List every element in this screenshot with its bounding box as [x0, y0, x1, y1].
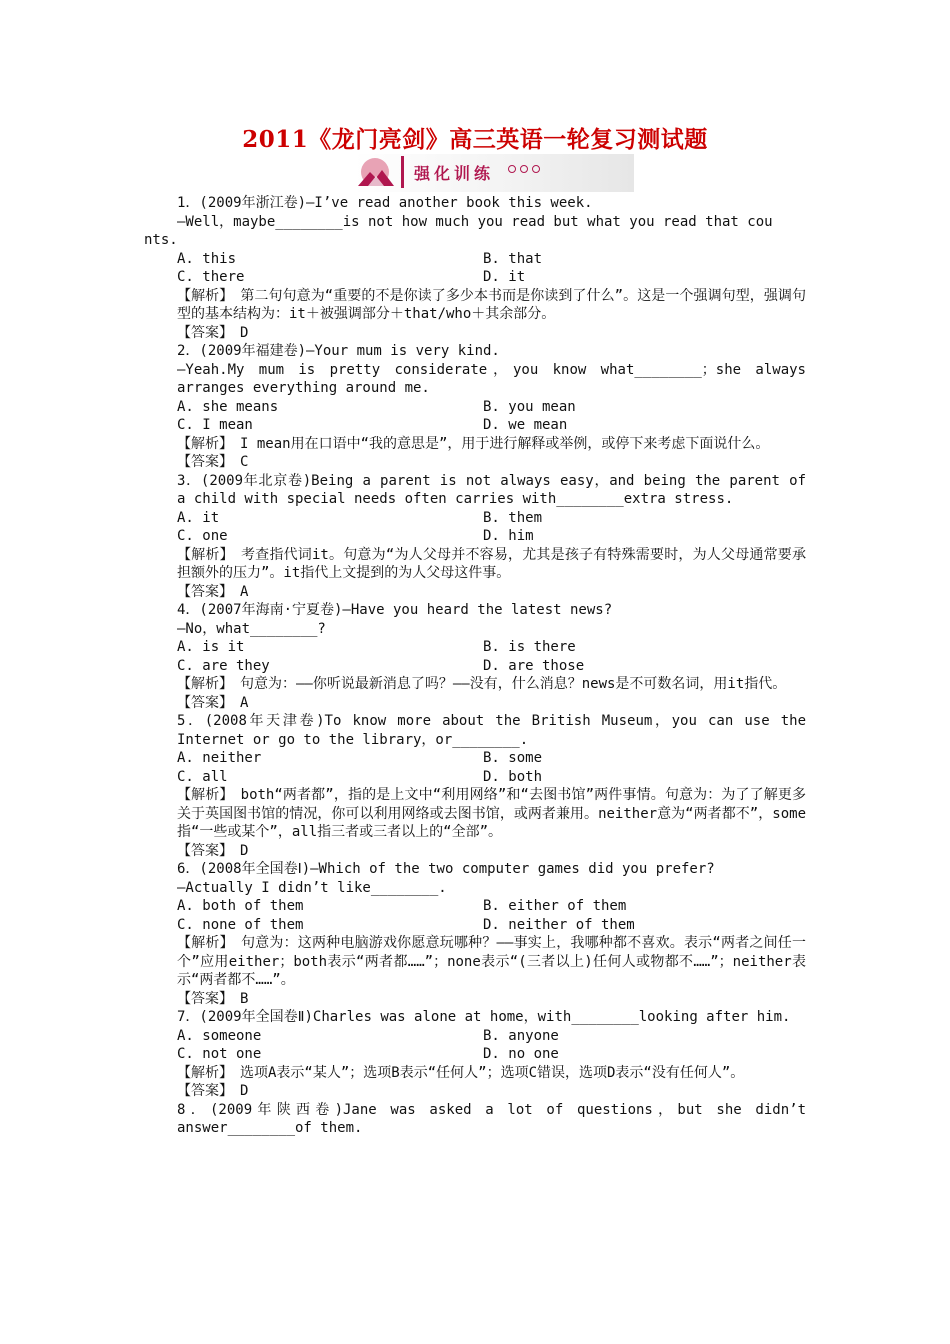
option-a: A. both of them — [177, 898, 304, 914]
option-row — [144, 268, 806, 287]
banner-dots — [508, 165, 540, 173]
option-a: A. this — [177, 250, 237, 267]
option-row — [144, 749, 806, 768]
option-row — [144, 897, 806, 916]
option-d: D. him — [483, 528, 534, 544]
banner-label: 强化训练 — [414, 164, 495, 183]
question-stem: 3．(2009年北京卷)Being a parent is not always easy，and being the parent of a child with special needs often carries with________extra stress. — [177, 472, 806, 507]
dot-icon — [520, 165, 528, 173]
analysis-text: 【解析】 考查指代词it。句意为“为人父母并不容易，尤其是孩子有特殊需要时，为人父母通常要承担额外的压力”。it指代上文提到的为人父母这件事。 — [177, 546, 806, 581]
option-b: B. them — [483, 509, 543, 526]
question-stem: —Yeah.My mum is pretty considerate，you know what________；she always arranges everything around me. — [177, 361, 806, 396]
option-row — [144, 250, 806, 269]
section-banner — [354, 154, 634, 192]
option-row — [144, 657, 806, 676]
question-item — [144, 194, 806, 342]
question-item — [144, 342, 806, 472]
option-row — [144, 509, 806, 528]
analysis-text: 【解析】 I mean用在口语中“我的意思是”，用于进行解释或举例，或停下来考虑下面说什么。 — [177, 435, 770, 452]
question-stem: 5．(2008年天津卷)To know more about the British Museum，you can use the Internet or go to the library，or________. — [177, 713, 806, 748]
question-list — [144, 194, 806, 1138]
question-item — [144, 472, 806, 602]
option-b: B. that — [483, 250, 543, 267]
option-c: C. there — [177, 269, 245, 285]
question-stem: 1．(2009年浙江卷)—I’ve read another book this week. — [177, 195, 593, 211]
mountain-logo-icon — [354, 156, 396, 190]
answer-text: 【答案】 A — [177, 694, 249, 711]
option-a: A. she means — [177, 398, 279, 415]
option-b: B. some — [483, 750, 543, 766]
option-a: A. neither — [177, 750, 262, 766]
answer-text: 【答案】 C — [177, 454, 249, 470]
banner-divider — [401, 156, 404, 188]
option-c: C. are they — [177, 657, 270, 674]
option-c: C. none of them — [177, 916, 304, 933]
option-d: D. it — [483, 269, 526, 285]
page-title: 2011《龙门亮剑》高三英语一轮复习测试题 — [242, 126, 708, 153]
option-a: A. someone — [177, 1027, 262, 1044]
question-stem: —Well，maybe________is not how much you read but what you read that cou — [177, 213, 773, 230]
option-row — [144, 416, 806, 435]
answer-text: 【答案】 D — [177, 324, 249, 341]
option-row — [144, 916, 806, 935]
dot-icon — [532, 165, 540, 173]
analysis-text: 【解析】 both“两者都”，指的是上文中“利用网络”和“去图书馆”两件事情。句意为：为了了解更多关于英国图书馆的情况，你可以利用网络或去图书馆，或两者兼用。neither意为“两者都不”，some指“一些或某个”，all指三者或三者以上的“全部”。 — [177, 787, 806, 840]
option-b: B. is there — [483, 639, 576, 655]
option-c: C. I mean — [177, 417, 253, 433]
answer-text: 【答案】 D — [177, 842, 249, 859]
answer-text: 【答案】 A — [177, 583, 249, 600]
analysis-text: 【解析】 选项A表示“某人”；选项B表示“任何人”；选项C错误，选项D表示“没有任何人”。 — [177, 1064, 745, 1081]
question-stem: 7．(2009年全国卷Ⅱ)Charles was alone at home，with________looking after him. — [177, 1009, 791, 1025]
question-stem: —No，what________? — [177, 620, 326, 637]
question-item — [144, 1101, 806, 1138]
dot-icon — [508, 165, 516, 173]
question-stem: 8．(2009年陕西卷)Jane was asked a lot of questions，but she didn’t answer________of them. — [177, 1101, 806, 1136]
option-d: D. neither of them — [483, 916, 635, 933]
analysis-text: 【解析】 第二句句意为“重要的不是你读了多少本书而是你读到了什么”。这是一个强调句型，强调句型的基本结构为：it＋被强调部分＋that/who＋其余部分。 — [177, 287, 806, 322]
option-row — [144, 527, 806, 546]
option-c: C. all — [177, 768, 228, 785]
answer-text: 【答案】 B — [177, 990, 249, 1007]
question-stem: 4．(2007年海南·宁夏卷)—Have you heard the latest news? — [177, 602, 613, 618]
option-a: A. is it — [177, 639, 245, 655]
option-b: B. either of them — [483, 898, 627, 914]
analysis-text: 【解析】 句意为：这两种电脑游戏你愿意玩哪种？——事实上，我哪种都不喜欢。表示“两者之间任一个”应用either；both表示“两者都……”；none表示“(三者以上)任何人或物都不……”；neither表示“两者都不……”。 — [177, 935, 806, 988]
question-item — [144, 860, 806, 1008]
question-stem: nts. — [144, 232, 178, 248]
option-d: D. no one — [483, 1046, 559, 1062]
option-row — [144, 1045, 806, 1064]
analysis-text: 【解析】 句意为：——你听说最新消息了吗？——没有，什么消息？news是不可数名词，用it指代。 — [177, 676, 787, 692]
question-stem: 6．(2008年全国卷Ⅰ)—Which of the two computer games did you prefer? — [177, 861, 715, 877]
option-d: D. are those — [483, 657, 585, 674]
question-stem: —Actually I didn’t like________. — [177, 879, 447, 896]
option-row — [144, 398, 806, 417]
question-item — [144, 712, 806, 860]
question-stem: 2．(2009年福建卷)—Your mum is very kind. — [177, 343, 500, 359]
option-c: C. one — [177, 528, 228, 544]
option-row — [144, 768, 806, 787]
option-row — [144, 638, 806, 657]
option-c: C. not one — [177, 1046, 262, 1062]
question-item — [144, 601, 806, 712]
option-d: D. both — [483, 768, 543, 785]
question-item — [144, 1008, 806, 1101]
option-a: A. it — [177, 509, 220, 526]
option-d: D. we mean — [483, 417, 568, 433]
option-b: B. you mean — [483, 398, 576, 415]
option-row — [144, 1027, 806, 1046]
option-b: B. anyone — [483, 1027, 559, 1044]
answer-text: 【答案】 D — [177, 1083, 249, 1099]
